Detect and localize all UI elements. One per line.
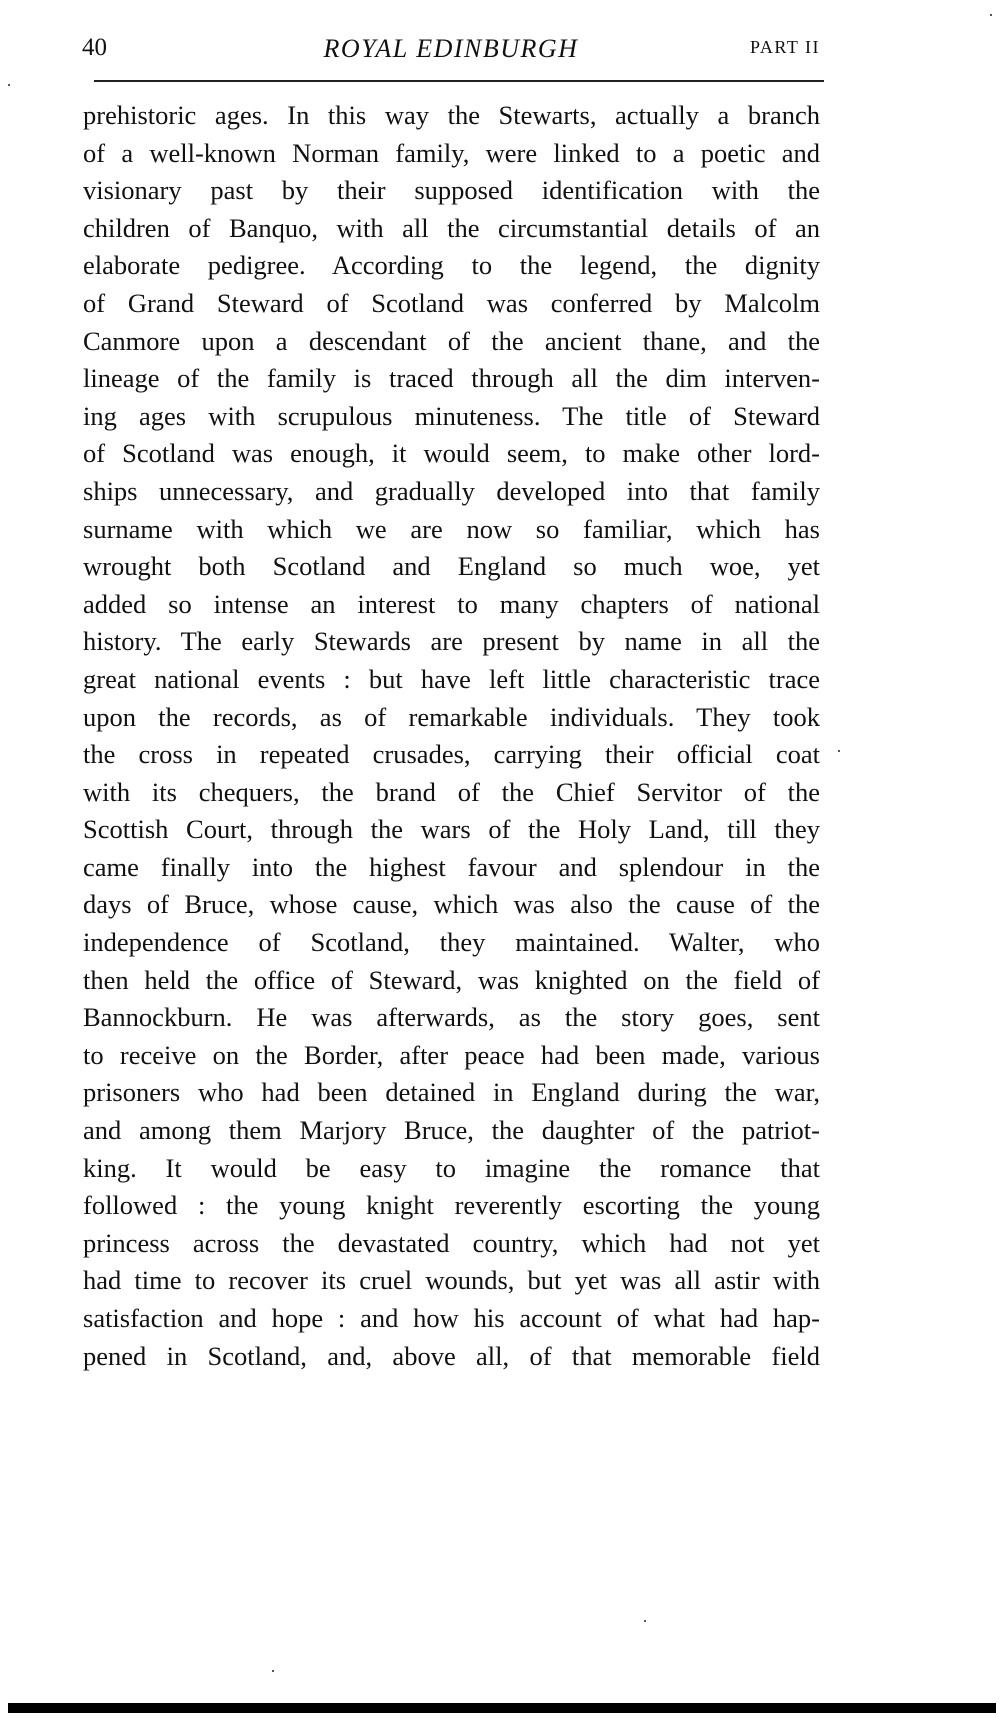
text-line: then held the office of Steward, was knighted on the field of (83, 964, 820, 995)
scan-speck (8, 84, 10, 86)
text-line: followed : the young knight reverently escorting the young (83, 1190, 820, 1221)
text-line: ing ages with scrupulous minuteness. The title of Steward (83, 400, 820, 431)
scan-speck (838, 750, 840, 752)
scan-border-bar (8, 1703, 996, 1713)
text-line: ships unnecessary, and gradually developed into that family (83, 475, 820, 506)
text-line: satisfaction and hope : and how his account of what had hap- (83, 1303, 820, 1333)
text-line: history. The early Stewards are present by name in all the (83, 626, 820, 657)
text-line: children of Banquo, with all the circumstantial details of an (83, 212, 820, 243)
text-line: Bannockburn. He was afterwards, as the story goes, sent (83, 1002, 820, 1033)
text-line: great national events : but have left little characteristic trace (83, 663, 820, 694)
scan-speck (644, 1620, 646, 1622)
text-line: visionary past by their supposed identification with the (83, 175, 820, 206)
page-header (82, 34, 820, 74)
text-line: pened in Scotland, and, above all, of that memorable field (83, 1340, 820, 1371)
text-line: and among them Marjory Bruce, the daughter of the patriot- (83, 1115, 820, 1146)
text-line: to receive on the Border, after peace had been made, various (83, 1039, 820, 1070)
text-line: of Grand Steward of Scotland was conferred by Malcolm (83, 287, 820, 318)
header-rule (94, 80, 824, 82)
page-number: 40 (82, 34, 107, 61)
text-line: king. It would be easy to imagine the romance that (83, 1152, 820, 1183)
text-line: Scottish Court, through the wars of the Holy Land, till they (83, 814, 820, 845)
body-text (83, 97, 820, 1375)
part-label: PART II (750, 37, 820, 57)
text-line: surname with which we are now so familiar, which has (83, 513, 820, 544)
running-title: ROYAL EDINBURGH (323, 34, 579, 63)
text-line: wrought both Scotland and England so much woe, yet (83, 551, 820, 582)
text-line: prisoners who had been detained in England during the war, (83, 1077, 820, 1108)
text-line: of Scotland was enough, it would seem, to make other lord- (83, 438, 820, 469)
text-line: elaborate pedigree. According to the legend, the dignity (83, 250, 820, 281)
text-line: independence of Scotland, they maintained. Walter, who (83, 927, 820, 958)
text-line: days of Bruce, whose cause, which was also the cause of the (83, 889, 820, 920)
scan-speck (990, 14, 992, 16)
text-line: upon the records, as of remarkable individuals. They took (83, 701, 820, 732)
text-line: lineage of the family is traced through all the dim interven- (83, 363, 820, 394)
text-line: added so intense an interest to many chapters of national (83, 588, 820, 619)
text-line: the cross in repeated crusades, carrying their official coat (83, 739, 820, 770)
text-line: prehistoric ages. In this way the Stewarts, actually a branch (83, 100, 820, 130)
scan-speck (272, 1670, 274, 1672)
text-line: of a well-known Norman family, were linked to a poetic and (83, 137, 820, 168)
text-line: came finally into the highest favour and splendour in the (83, 851, 820, 882)
text-line: princess across the devastated country, which had not yet (83, 1227, 820, 1258)
text-line: had time to recover its cruel wounds, but yet was all astir with (83, 1265, 820, 1296)
text-line: Canmore upon a descendant of the ancient thane, and the (83, 325, 820, 356)
text-line: with its chequers, the brand of the Chief Servitor of the (83, 776, 820, 807)
